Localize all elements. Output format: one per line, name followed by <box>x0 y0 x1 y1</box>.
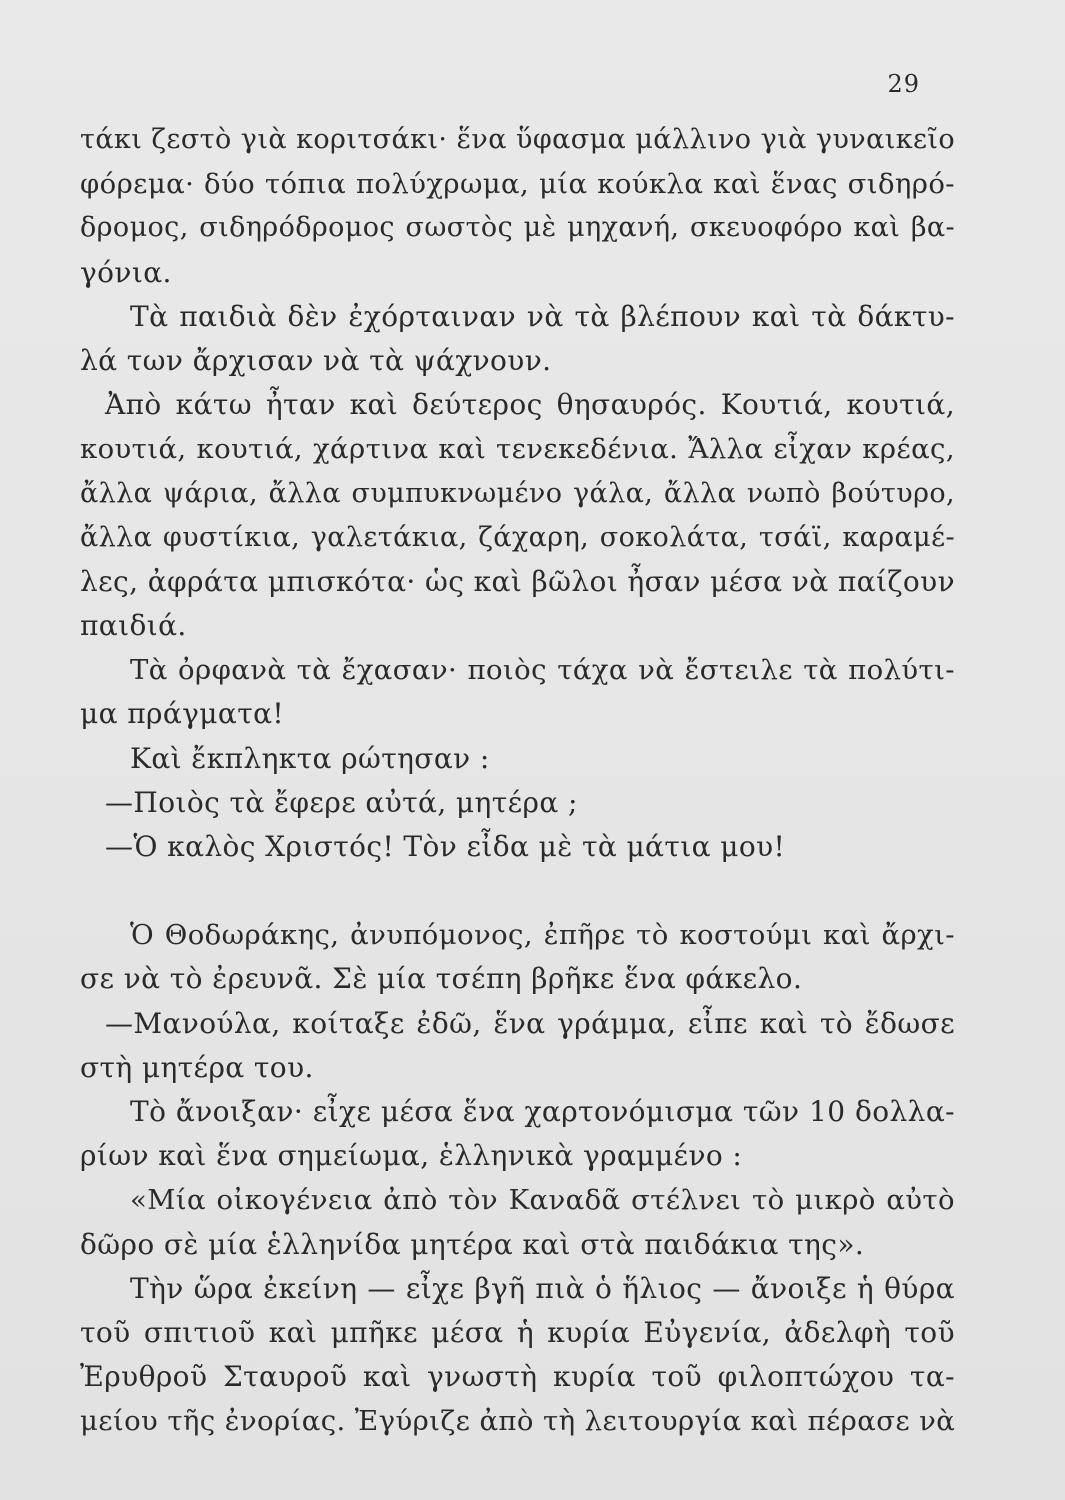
text-line: δῶρο σὲ μία ἑλληνίδα μητέρα καὶ στὰ παιδάκια της». <box>80 1227 865 1261</box>
text-line: ἄλλα ψάρια, ἄλλα συμπυκνωμένο γάλα, ἄλλα νωπὸ βούτυρο, <box>80 477 955 509</box>
text-line: «Μία οἰκογένεια ἀπὸ τὸν Καναδᾶ στέλνει τὸ μικρὸ αὐτὸ <box>130 1184 955 1217</box>
body-text <box>80 118 955 1443</box>
text-line: Τὰ ὀρφανὰ τὰ ἔχασαν· ποιὸς τάχα νὰ ἔστειλε τὰ πολύτι- <box>130 654 955 687</box>
text-line: γόνια. <box>80 255 172 289</box>
text-line: λες, ἀφράτα μπισκότα· ὡς καὶ βῶλοι ἦσαν μέσα νὰ παίζουν <box>80 564 955 598</box>
text-line: Ἐρυθροῦ Σταυροῦ καὶ γνωστὴ κυρία τοῦ φιλοπτώχου τα- <box>80 1360 955 1394</box>
text-line: —Ὁ καλὸς Χριστός! Τὸν εἶδα μὲ τὰ μάτια μου! <box>105 830 786 863</box>
text-line: Τὸ ἄνοιξαν· εἶχε μέσα ἕνα χαρτονόμισμα τῶν 10 δολλα- <box>130 1094 955 1128</box>
section-gap <box>80 869 955 913</box>
text-line: παιδιά. <box>80 609 187 643</box>
text-line: Καὶ ἔκπληκτα ρώτησαν : <box>130 741 490 775</box>
text-line: λά των ἄρχισαν νὰ τὰ ψάχνουν. <box>80 343 552 377</box>
text-line: τοῦ σπιτιοῦ καὶ μπῆκε μέσα ἡ κυρία Εὐγενία, ἀδελφὴ τοῦ <box>80 1315 955 1349</box>
text-line: —Μανούλα, κοίταξε ἐδῶ, ἕνα γράμμα, εἶπε καὶ τὸ ἔδωσε <box>105 1006 955 1040</box>
text-line: ἄλλα φυστίκια, γαλετάκια, ζάχαρη, σοκολάτα, τσάϊ, καραμέ- <box>80 521 955 553</box>
text-line: φόρεμα· δύο τόπια πολύχρωμα, μία κούκλα καὶ ἕνας σιδηρό- <box>80 168 955 201</box>
text-line: σε νὰ τὸ ἐρευνᾶ. Σὲ μία τσέπη βρῆκε ἕνα φάκελο. <box>80 962 803 996</box>
text-line: Ὁ Θοδωράκης, ἀνυπόμονος, ἐπῆρε τὸ κοστούμι καὶ ἄρχι- <box>130 919 955 952</box>
page-number: 29 <box>887 70 920 98</box>
text-line: ρίων καὶ ἕνα σημείωμα, ἑλληνικὰ γραμμένο : <box>80 1139 743 1173</box>
text-line: Τὰ παιδιὰ δὲν ἐχόρταιναν νὰ τὰ βλέπουν καὶ τὰ δάκτυ- <box>130 299 955 333</box>
text-line: Ἀπὸ κάτω ἦταν καὶ δεύτερος θησαυρός. Κουτιά, κουτιά, <box>105 388 955 422</box>
text-line: τάκι ζεστὸ γιὰ κοριτσάκι· ἕνα ὕφασμα μάλλινο γιὰ γυναικεῖο <box>80 124 955 155</box>
text-line: κουτιά, κουτιά, χάρτινα καὶ τενεκεδένια. Ἄλλα εἶχαν κρέας, <box>80 433 955 466</box>
text-line: μα πράγματα! <box>80 697 285 731</box>
text-line: Τὴν ὥρα ἐκείνη — εἶχε βγῆ πιὰ ὁ ἥλιος — ἄνοιξε ἡ θύρα <box>130 1271 955 1305</box>
text-line: μείου τῆς ἐνορίας. Ἐγύριζε ἀπὸ τὴ λειτουργία καὶ πέρασε νὰ <box>80 1405 956 1438</box>
text-line: —Ποιὸς τὰ ἔφερε αὐτά, μητέρα ; <box>105 785 578 819</box>
text-line: στὴ μητέρα του. <box>80 1050 314 1084</box>
text-line: δρομος, σιδηρόδρομος σωστὸς μὲ μηχανή, σκευοφόρο καὶ βα- <box>80 212 955 244</box>
